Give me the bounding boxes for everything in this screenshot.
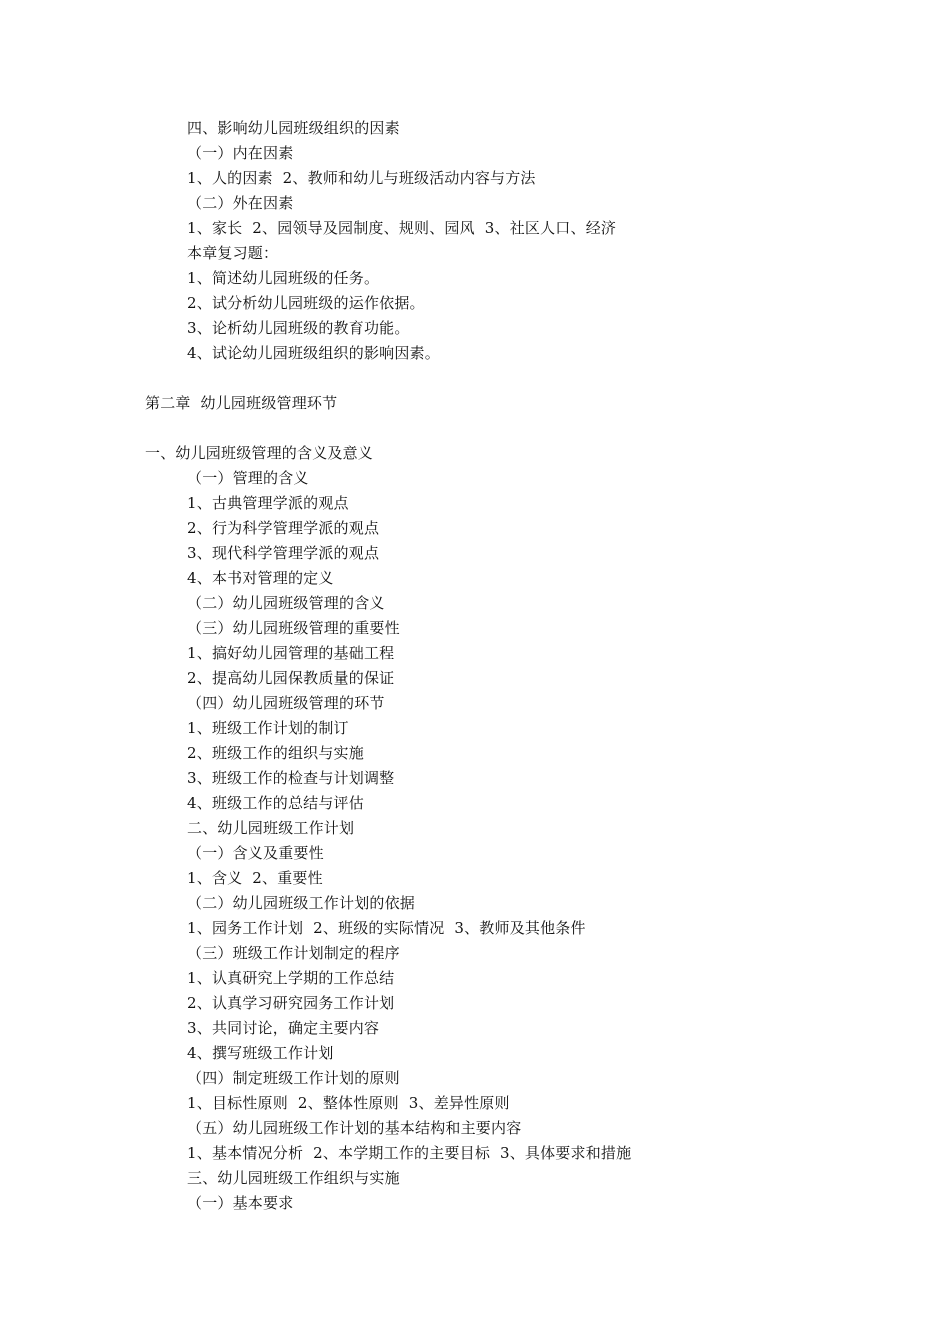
list-item: 1、含义 2、重要性	[187, 869, 323, 887]
section-heading-1: 一、幼儿园班级管理的含义及意义	[145, 444, 374, 462]
subheading: （四）制定班级工作计划的原则	[187, 1069, 400, 1087]
section-heading-4: 四、影响幼儿园班级组织的因素	[187, 119, 400, 137]
review-question: 2、试分析幼儿园班级的运作依据。	[187, 294, 425, 312]
list-item: 3、班级工作的检查与计划调整	[187, 769, 395, 787]
subheading: （五）幼儿园班级工作计划的基本结构和主要内容	[187, 1119, 522, 1137]
review-heading: 本章复习题：	[187, 244, 279, 262]
list-item: 1、认真研究上学期的工作总结	[187, 969, 395, 987]
subheading: （四）幼儿园班级管理的环节	[187, 694, 385, 712]
subheading: （三）幼儿园班级管理的重要性	[187, 619, 400, 637]
list-item: 3、共同讨论，确定主要内容	[187, 1019, 380, 1037]
chapter-title: 第二章 幼儿园班级管理环节	[145, 394, 338, 412]
list-item: 2、认真学习研究园务工作计划	[187, 994, 395, 1012]
review-question: 3、论析幼儿园班级的教育功能。	[187, 319, 410, 337]
list-item: 4、撰写班级工作计划	[187, 1044, 334, 1062]
list-item: 3、现代科学管理学派的观点	[187, 544, 380, 562]
subheading-external-factors: （二）外在因素	[187, 194, 294, 212]
list-item: 1、目标性原则 2、整体性原则 3、差异性原则	[187, 1094, 510, 1112]
list-item: 1、基本情况分析 2、本学期工作的主要目标 3、具体要求和措施	[187, 1144, 632, 1162]
review-question: 1、简述幼儿园班级的任务。	[187, 269, 380, 287]
subheading: （二）幼儿园班级管理的含义	[187, 594, 385, 612]
list-item: 2、班级工作的组织与实施	[187, 744, 364, 762]
subheading: （二）幼儿园班级工作计划的依据	[187, 894, 416, 912]
subheading: （一）管理的含义	[187, 469, 309, 487]
subheading: （一）基本要求	[187, 1194, 294, 1212]
subheading: （一）含义及重要性	[187, 844, 324, 862]
subheading-internal-factors: （一）内在因素	[187, 144, 294, 162]
list-item: 1、园务工作计划 2、班级的实际情况 3、教师及其他条件	[187, 919, 586, 937]
list-item: 2、提高幼儿园保教质量的保证	[187, 669, 395, 687]
list-item: 1、班级工作计划的制订	[187, 719, 349, 737]
section-heading-2: 二、幼儿园班级工作计划	[187, 819, 355, 837]
list-item: 1、搞好幼儿园管理的基础工程	[187, 644, 395, 662]
list-item: 4、班级工作的总结与评估	[187, 794, 364, 812]
list-item: 2、行为科学管理学派的观点	[187, 519, 380, 537]
list-item: 4、本书对管理的定义	[187, 569, 334, 587]
subheading: （三）班级工作计划制定的程序	[187, 944, 400, 962]
list-item: 1、人的因素 2、教师和幼儿与班级活动内容与方法	[187, 169, 536, 187]
section-heading-3: 三、幼儿园班级工作组织与实施	[187, 1169, 400, 1187]
list-item: 1、古典管理学派的观点	[187, 494, 349, 512]
review-question: 4、试论幼儿园班级组织的影响因素。	[187, 344, 440, 362]
list-item: 1、家长 2、园领导及园制度、规则、园风 3、社区人口、经济	[187, 219, 617, 237]
